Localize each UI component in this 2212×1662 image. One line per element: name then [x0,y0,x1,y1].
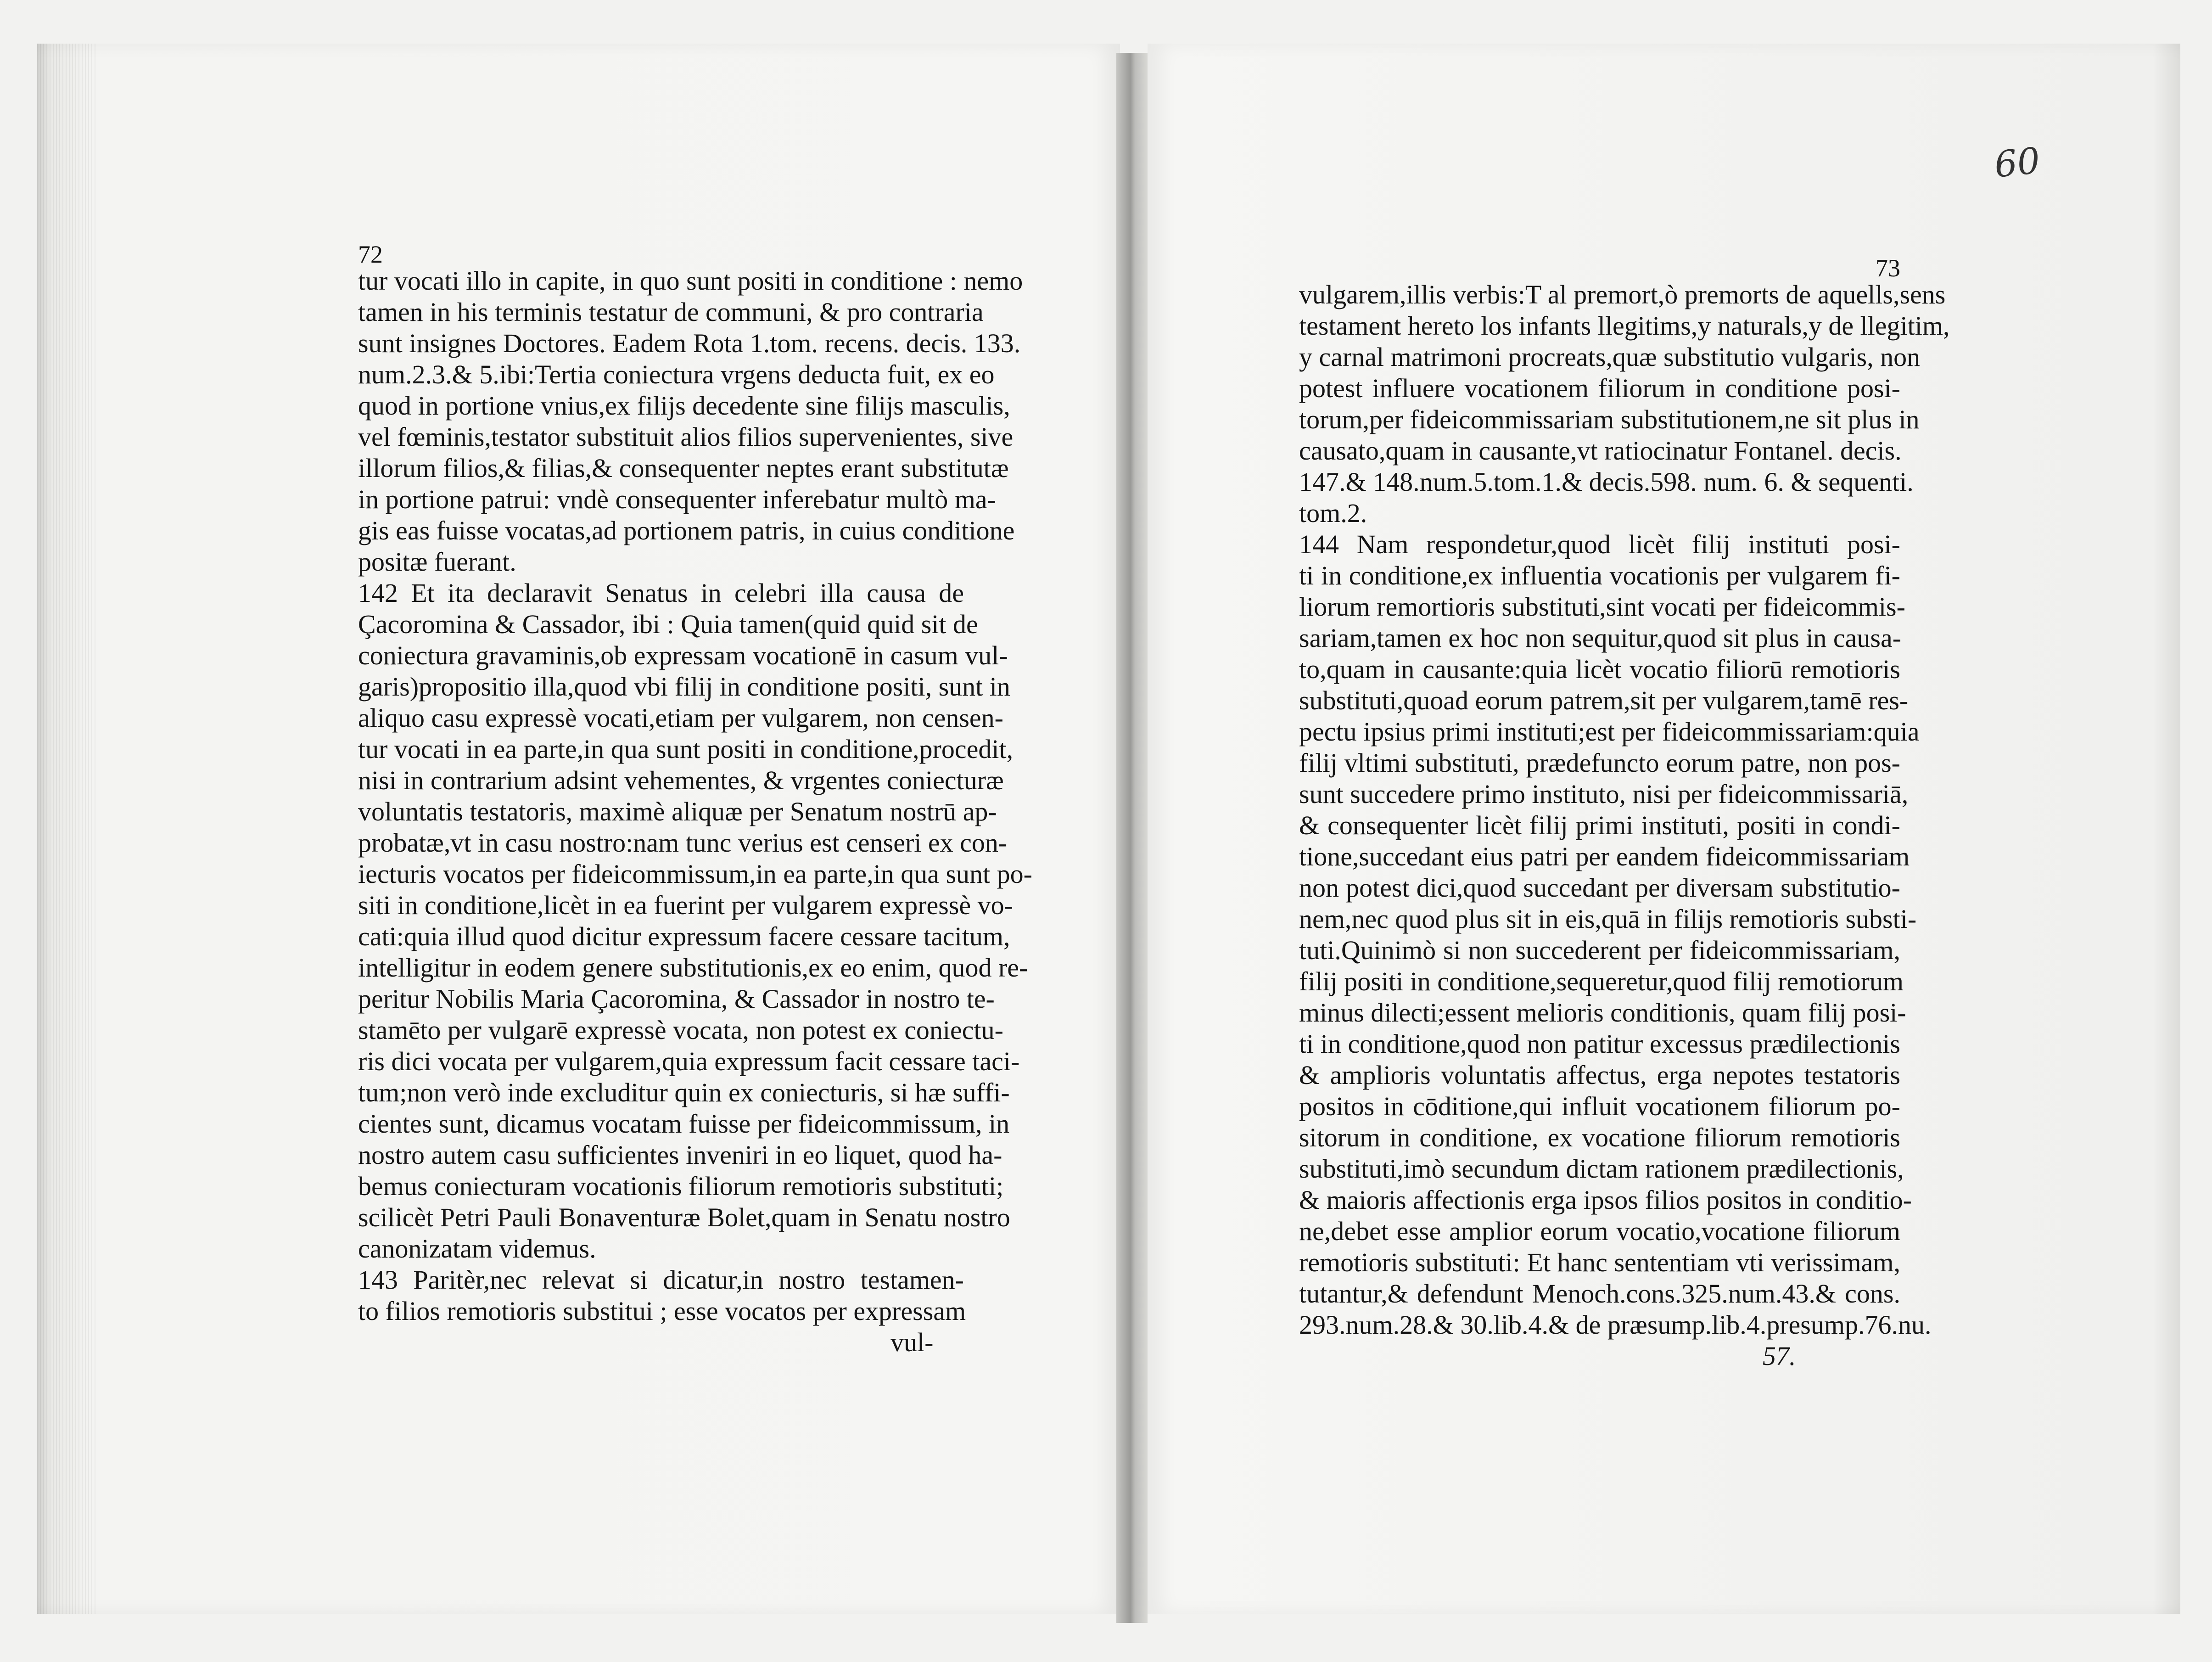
left-page-text-line: 143 Paritèr,nec relevat si dicatur,in nostro testamen- [358,1265,964,1295]
left-page-text-line: nisi in contrarium adsint vehementes, & vrgentes coniecturæ [358,765,1004,795]
left-page-text-line: stamēto per vulgarē expressè vocata, non potest ex coniectu- [358,1015,1003,1045]
last-line-fragment: 57. [1763,1341,1796,1371]
right-page-text-line: nem,nec quod plus sit in eis,quā in filijs remotioris substi- [1299,904,1917,934]
right-page-text-line: tutantur,& defendunt Menoch.cons.325.num.43.& cons. [1299,1279,1900,1308]
right-page-number: 73 [1876,254,1900,282]
left-page-text-line: coniectura gravaminis,ob expressam vocationē in casum vul- [358,640,1008,670]
left-page-text-line: gis eas fuisse vocatas,ad portionem patris, in cuius conditione [358,516,1015,545]
right-page-text-line: y carnal matrimoni procreats,quæ substitutio vulgaris, non [1299,342,1921,372]
book-gutter [1116,53,1148,1623]
left-page-text-line: illorum filios,& filias,& consequenter neptes erant substitutæ [358,453,1009,483]
left-page-text-line: num.2.3.& 5.ibi:Tertia coniectura vrgens deducta fuit, ex eo [358,359,995,389]
left-page-text-line: in portione patrui: vndè consequenter inferebatur multò ma- [358,484,996,514]
left-page-text-line: voluntatis testatoris, maximè aliquæ per Senatum nostrū ap- [358,797,997,826]
right-page-text-line: filij positi in conditione,sequeretur,quod filij remotiorum [1299,966,1904,996]
left-page-text-line: to filios remotioris substitui ; esse vocatos per expressam [358,1296,966,1326]
left-page-text-line: scilicèt Petri Pauli Bonaventuræ Bolet,quam in Senatu nostro [358,1202,1010,1232]
right-page-text-line: 147.& 148.num.5.tom.1.& decis.598. num. 6. & sequenti. [1299,467,1914,497]
right-page-text-line: torum,per fideicommissariam substitutionem,ne sit plus in [1299,404,1920,434]
left-page-text-line: ris dici vocata per vulgarem,quia expressum facit cessare taci- [358,1046,1020,1076]
right-page-text-line: testament hereto los infants llegitims,y naturals,y de llegitim, [1299,311,1950,341]
right-page-text-line: & consequenter licèt filij primi instituti, positi in condi- [1299,810,1900,840]
left-page-text-line: 142 Et ita declaravit Senatus in celebri illa causa de [358,578,964,608]
right-page-text-line: & maioris affectionis erga ipsos filios positos in conditio- [1299,1185,1912,1215]
right-page-text-line: liorum remortioris substituti,sint vocati per fideicommis- [1299,592,1905,622]
left-page-text-line: tamen in his terminis testatur de communi, & pro contraria [358,297,984,327]
right-page-text-line: potest influere vocationem filiorum in conditione posi- [1299,373,1900,403]
left-page-text-line: garis)propositio illa,quod vbi filij in conditione positi, sunt in [358,672,1010,702]
handwritten-folio-number: 60 [1992,140,2042,186]
right-page-text-line: to,quam in causante:quia licèt vocatio filiorū remotioris [1299,654,1900,684]
right-page-text-line: tuti.Quinimò si non succederent per fideicommissariam, [1299,935,1900,965]
right-page-text [1299,254,1950,1372]
left-page-text-line: bemus coniecturam vocationis filiorum remotioris substituti; [358,1171,1004,1201]
right-page-text-line: substituti,imò secundum dictam rationem prædilectionis, [1299,1154,1904,1184]
left-page-text-line: canonizatam videmus. [358,1234,596,1263]
right-page-text-line: tom.2. [1299,498,1367,528]
left-page-text-line: nostro autem casu sufficientes inveniri in eo liquet, quod ha- [358,1140,1002,1170]
left-page-text-line: aliquo casu expressè vocati,etiam per vulgarem, non censen- [358,703,1003,733]
right-page-text-line: sariam,tamen ex hoc non sequitur,quod sit plus in causa- [1299,623,1902,653]
left-page-text-line: tum;non verò inde excluditur quin ex coniecturis, si hæ suffi- [358,1078,1010,1107]
left-page-text-line: cientes sunt, dicamus vocatam fuisse per fideicommissum, in [358,1109,1010,1139]
left-page-text-line: iecturis vocatos per fideicommissum,in ea parte,in qua sunt po- [358,859,1032,889]
left-page-number: 72 [358,241,383,268]
right-page-text-line: substituti,quoad eorum patrem,sit per vulgarem,tamē res- [1299,685,1909,715]
right-page-text-line: remotioris substituti: Et hanc sententiam vti verissimam, [1299,1247,1900,1277]
right-page-text-line: 144 Nam respondetur,quod licèt filij instituti posi- [1299,529,1900,559]
left-page-text-line: probatæ,vt in casu nostro:nam tunc verius est censeri ex con- [358,828,1008,858]
right-page-text-line: non potest dici,quod succedant per diversam substitutio- [1299,873,1900,903]
right-page-text-line: sunt succedere primo instituto, nisi per fideicommissariā, [1299,779,1909,809]
right-page-text-line: ti in conditione,quod non patitur excessus prædilectionis [1299,1029,1900,1059]
left-page-text-line: positæ fuerant. [358,547,516,577]
left-page-text-line: siti in conditione,licèt in ea fuerint per vulgarem expressè vo- [358,890,1013,920]
right-page-text-line: tione,succedant eius patri per eandem fideicommissariam [1299,842,1910,871]
right-page-text-line: causato,quam in causante,vt ratiocinatur Fontanel. decis. [1299,436,1902,466]
left-page-text-line: peritur Nobilis Maria Çacoromina, & Cassador in nostro te- [358,984,995,1014]
left-page-text [358,241,1032,1358]
left-page-text-line: vel fœminis,testator substituit alios filios supervenientes, sive [358,422,1014,452]
catchword: vul- [890,1327,934,1357]
right-page-text-line: ti in conditione,ex influentia vocationis per vulgarem fi- [1299,561,1900,590]
right-page-text-line: pectu ipsius primi instituti;est per fideicommissariam:quia [1299,717,1920,747]
left-page-text-line: sunt insignes Doctores. Eadem Rota 1.tom. recens. decis. 133. [358,328,1021,358]
right-page-text-line: vulgarem,illis verbis:T al premort,ò premorts de aquells,sens [1299,280,1946,309]
right-page-text-line: sitorum in conditione, ex vocatione filiorum remotioris [1299,1123,1900,1152]
right-page-text-line: positos in cōditione,qui influit vocationem filiorum po- [1299,1091,1900,1121]
left-page-text-line: cati:quia illud quod dicitur expressum facere cessare tacitum, [358,921,1010,951]
left-page-text-line: tur vocati in ea parte,in qua sunt positi in conditione,procedit, [358,734,1014,764]
right-page-text-line: minus dilecti;essent melioris conditionis, quam filij posi- [1299,998,1906,1028]
right-page-text-line: & amplioris voluntatis affectus, erga nepotes testatoris [1299,1060,1900,1090]
left-page-text-line: quod in portione vnius,ex filijs decedente sine filijs masculis, [358,391,1010,421]
right-page-text-line: ne,debet esse amplior eorum vocatio,vocatione filiorum [1299,1216,1900,1246]
left-page-text-line: intelligitur in eodem genere substitutionis,ex eo enim, quod re- [358,953,1028,983]
left-page-text-line: Çacoromina & Cassador, ibi : Quia tamen(quid quid sit de [358,609,978,639]
left-page-text-line: tur vocati illo in capite, in quo sunt positi in conditione : nemo [358,266,1023,296]
right-page-text-line: 293.num.28.& 30.lib.4.& de præsump.lib.4.presump.76.nu. [1299,1310,1932,1340]
right-page-text-line: filij vltimi substituti, prædefuncto eorum patre, non pos- [1299,748,1900,778]
